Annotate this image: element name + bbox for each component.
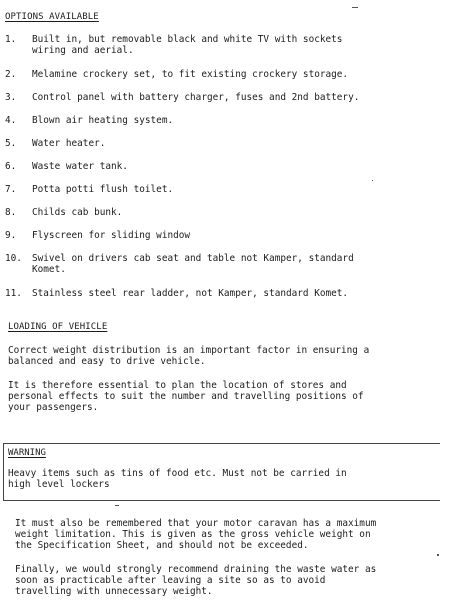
option-text: Swivel on drivers cab seat and table not Kamper, standard Komet. bbox=[32, 253, 354, 275]
option-number: 4. bbox=[5, 115, 17, 126]
scan-speck bbox=[437, 554, 439, 556]
option-item bbox=[5, 207, 455, 218]
option-item bbox=[5, 138, 455, 149]
option-item bbox=[5, 34, 455, 56]
option-item bbox=[5, 230, 455, 241]
option-item bbox=[5, 115, 455, 126]
option-item bbox=[5, 253, 455, 275]
closing-paragraph-1: It must also be remembered that your motor caravan has a maximum weight limitation. This is given as the gross vehicle weight on the Specification Sheet, and should not be exceeded. bbox=[15, 518, 377, 551]
option-text: Potta potti flush toilet. bbox=[32, 184, 174, 195]
option-number: 10. bbox=[5, 253, 22, 264]
option-text: Waste water tank. bbox=[32, 161, 128, 172]
option-item bbox=[5, 92, 455, 103]
loading-paragraph-2: It is therefore essential to plan the location of stores and personal effects to suit the number and travelling positions of your passengers. bbox=[8, 380, 364, 413]
option-number: 8. bbox=[5, 207, 17, 218]
closing-paragraph-2: Finally, we would strongly recommend draining the waste water as soon as practicable after leaving a site so as to avoid travelling with unnecessary weight. bbox=[15, 564, 377, 597]
option-text: Melamine crockery set, to fit existing crockery storage. bbox=[32, 69, 349, 80]
option-number: 7. bbox=[5, 184, 17, 195]
option-number: 5. bbox=[5, 138, 17, 149]
loading-paragraph-1: Correct weight distribution is an important factor in ensuring a balanced and easy to drive vehicle. bbox=[8, 345, 370, 367]
option-text: Childs cab bunk. bbox=[32, 207, 123, 218]
option-item bbox=[5, 184, 455, 195]
option-item bbox=[5, 69, 455, 80]
option-number: 2. bbox=[5, 69, 17, 80]
option-text: Flyscreen for sliding window bbox=[32, 230, 191, 241]
option-item bbox=[5, 161, 455, 172]
scan-speck bbox=[372, 180, 373, 181]
scan-speck bbox=[115, 505, 119, 506]
option-text: Water heater. bbox=[32, 138, 106, 149]
option-number: 9. bbox=[5, 230, 17, 241]
option-item bbox=[5, 288, 455, 299]
loading-heading: LOADING OF VEHICLE bbox=[8, 322, 108, 332]
option-text: Control panel with battery charger, fuses and 2nd battery. bbox=[32, 92, 360, 103]
option-text: Stainless steel rear ladder, not Kamper, standard Komet. bbox=[32, 288, 349, 299]
warning-box bbox=[3, 443, 440, 501]
option-number: 6. bbox=[5, 161, 17, 172]
option-number: 11. bbox=[5, 288, 22, 299]
option-number: 1. bbox=[5, 34, 17, 45]
option-text: Built in, but removable black and white TV with sockets wiring and aerial. bbox=[32, 34, 343, 56]
options-heading: OPTIONS AVAILABLE bbox=[5, 12, 99, 22]
scan-speck bbox=[352, 7, 358, 8]
warning-text: Heavy items such as tins of food etc. Must not be carried in high level lockers bbox=[8, 468, 347, 490]
option-number: 3. bbox=[5, 92, 17, 103]
option-text: Blown air heating system. bbox=[32, 115, 174, 126]
warning-label: WARNING bbox=[8, 448, 46, 458]
